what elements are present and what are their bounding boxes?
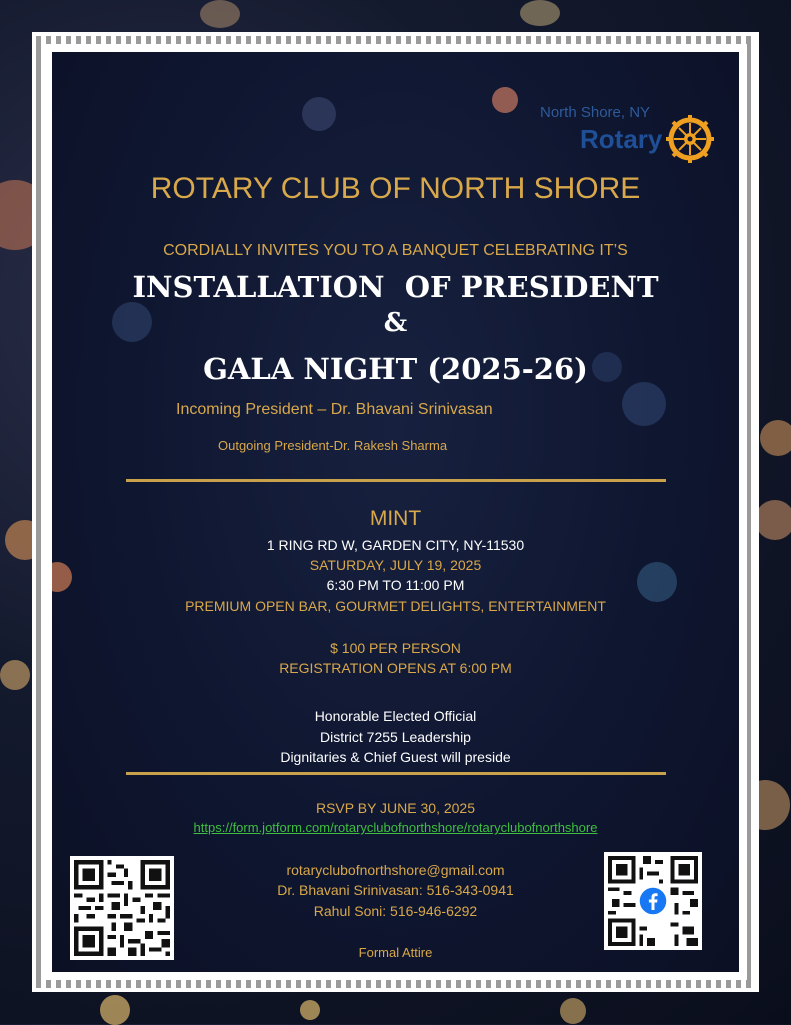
contact-phone-2: Rahul Soni: 516-946-6292: [313, 903, 478, 919]
logo-name: Rotary: [580, 124, 663, 154]
venue-name: MINT: [369, 507, 422, 530]
rsvp-link[interactable]: https://form.jotform.com/rotaryclubofnorthshore/rotaryclubofnorthshore: [193, 820, 598, 835]
club-title: ROTARY CLUB OF NORTH SHORE: [150, 172, 641, 205]
divider-top: [126, 479, 666, 482]
qr-code-icon[interactable]: [70, 856, 174, 960]
event-time: 6:30 PM TO 11:00 PM: [326, 577, 465, 593]
logo-location: North Shore, NY: [540, 104, 651, 121]
event-title-ampersand: &: [383, 308, 408, 338]
poster-panel: [52, 52, 739, 972]
ticket-price: $ 100 PER PERSON: [330, 640, 461, 656]
guest-line: Honorable Elected Official: [314, 708, 477, 724]
event-date: SATURDAY, JULY 19, 2025: [309, 557, 482, 573]
venue-address: 1 RING RD W, GARDEN CITY, NY-11530: [266, 537, 525, 553]
event-features: PREMIUM OPEN BAR, GOURMET DELIGHTS, ENTERTAINMENT: [185, 598, 606, 614]
event-title-line2: GALA NIGHT (2025-26): [203, 352, 588, 386]
contact-phone-1: Dr. Bhavani Srinivasan: 516-343-0941: [277, 882, 514, 898]
contact-email[interactable]: rotaryclubofnorthshore@gmail.com: [286, 862, 505, 878]
guest-line: Dignitaries & Chief Guest will preside: [280, 749, 511, 765]
divider-bottom: [126, 772, 666, 775]
invite-line: CORDIALLY INVITES YOU TO A BANQUET CELEBRATING IT’S: [163, 242, 628, 259]
outgoing-president: Outgoing President-Dr. Rakesh Sharma: [218, 438, 448, 453]
qr-code-icon[interactable]: [604, 852, 702, 950]
rsvp-deadline: RSVP BY JUNE 30, 2025: [315, 800, 476, 816]
rotary-logo: [540, 104, 725, 166]
incoming-president: Incoming President – Dr. Bhavani Srinivasan: [176, 401, 493, 418]
facebook-icon: [638, 886, 668, 916]
dress-code: Formal Attire: [358, 945, 433, 960]
guest-line: District 7255 Leadership: [320, 729, 471, 745]
rotary-wheel-icon: [665, 114, 715, 164]
registration-time: REGISTRATION OPENS AT 6:00 PM: [279, 660, 512, 676]
event-title-line1: INSTALLATION OF PRESIDENT: [132, 270, 659, 304]
